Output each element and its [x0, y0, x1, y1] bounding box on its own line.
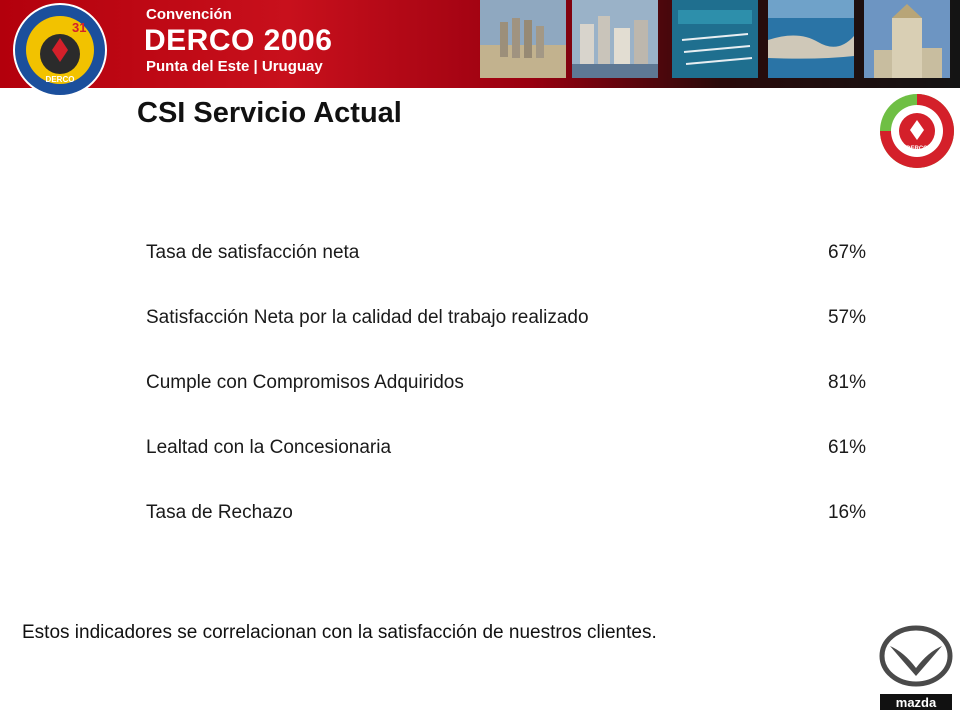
- metric-label: Tasa de satisfacción neta: [146, 242, 360, 263]
- derco-solucion-seal: [878, 92, 956, 170]
- metrics-list: [146, 238, 870, 563]
- mazda-wordmark: mazda: [895, 695, 937, 710]
- metric-value: 57%: [827, 307, 866, 328]
- metric-row: [146, 498, 870, 563]
- metric-value: 81%: [827, 372, 866, 393]
- metric-label: Tasa de Rechazo: [146, 502, 293, 523]
- metric-value: 61%: [827, 437, 866, 458]
- badge-number: 31: [72, 20, 87, 35]
- metric-label: Cumple con Compromisos Adquiridos: [146, 372, 464, 393]
- header-banner: [0, 0, 960, 88]
- seal-brand: DERCO: [906, 146, 928, 152]
- marina-aerial-photo: [672, 0, 758, 78]
- metric-value: 16%: [827, 502, 866, 523]
- event-location: Punta del Este | Uruguay: [146, 58, 323, 75]
- page-title: CSI Servicio Actual: [137, 97, 402, 129]
- footer-note: Estos indicadores se correlacionan con la satisfacción de nuestros clientes.: [22, 622, 657, 643]
- hotel-tower-photo: [864, 0, 950, 78]
- metric-label: Satisfacción Neta por la calidad del trabajo realizado: [146, 307, 589, 328]
- metric-row: [146, 303, 870, 368]
- coastal-buildings-photo: [572, 0, 658, 78]
- metric-value: 67%: [827, 242, 866, 263]
- metric-row: [146, 433, 870, 498]
- metric-row: [146, 238, 870, 303]
- pasion-por-el-cliente-badge: [12, 2, 108, 98]
- peninsula-aerial-photo: [768, 0, 854, 78]
- metric-label: Lealtad con la Concesionaria: [146, 437, 392, 458]
- event-title: DERCO 2006: [144, 24, 333, 57]
- mazda-logo: [876, 624, 956, 714]
- event-subtitle: Convención: [146, 6, 232, 23]
- hand-sculpture-photo: [480, 0, 566, 78]
- badge-brand: DERCO: [45, 75, 75, 84]
- metric-row: [146, 368, 870, 433]
